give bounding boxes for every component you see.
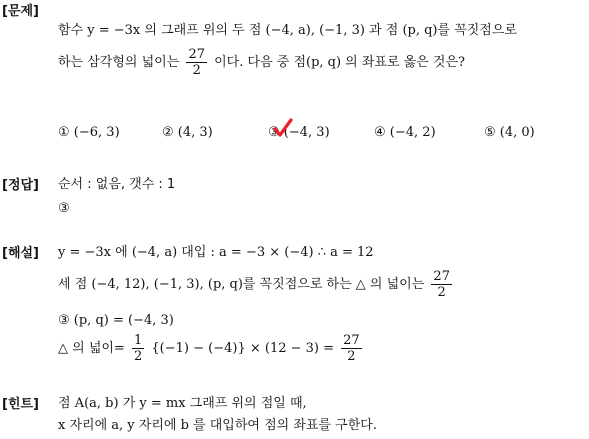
problem-fraction-numerator: 27 <box>188 47 205 62</box>
choice-4-mark: ④ <box>374 125 386 140</box>
explanation-line-3: ③ (p, q) = (−4, 3) <box>58 313 174 328</box>
problem-fraction-denominator: 2 <box>192 63 201 78</box>
explanation-line-2-numerator: 27 <box>433 269 450 284</box>
answer-label: [정답] <box>2 178 39 193</box>
choice-5-value: (4, 0) <box>499 125 535 140</box>
explanation-line-4-denominator-1: 2 <box>133 349 143 364</box>
explanation-line-1: y = −3x 에 (−4, a) 대입 : a = −3 × (−4) ∴ a = 12 <box>58 245 374 260</box>
choice-1-mark: ① <box>58 125 70 140</box>
red-checkmark-icon <box>272 117 294 139</box>
explanation-line-4-fraction-1 <box>132 333 144 364</box>
explanation-line-2-pre: 세 점 (−4, 12), (−1, 3), (p, q)를 꼭짓점으로 하는 △ 의 넓이는 <box>58 277 425 292</box>
explanation-label: [해설] <box>2 246 39 261</box>
problem-line-2-pre: 하는 삼각형의 넓이는 <box>58 55 180 70</box>
choice-5-mark: ⑤ <box>484 125 496 140</box>
hint-line-1: 점 A(a, b) 가 y = mx 그래프 위의 점일 때, <box>58 396 307 411</box>
choice-4[interactable] <box>374 124 436 142</box>
choice-2-value: (4, 3) <box>177 125 213 140</box>
explanation-line-2-fraction <box>431 269 452 300</box>
choice-2[interactable] <box>162 124 213 142</box>
problem-line-2-post: 이다. 다음 중 점(p, q) 의 좌표로 옳은 것은? <box>214 55 466 70</box>
hint-line-2: x 자리에 a, y 자리에 b 를 대입하여 점의 좌표를 구한다. <box>58 418 377 433</box>
choice-3-value: (−4, 3) <box>283 125 330 140</box>
choice-3-mark: ③ <box>268 125 280 140</box>
choice-4-value: (−4, 2) <box>389 125 436 140</box>
hint-label: [힌트] <box>2 397 39 412</box>
problem-line-1: 함수 y = −3x 의 그래프 위의 두 점 (−4, a), (−1, 3) 과 점 (p, q)를 꼭짓점으로 <box>58 23 517 38</box>
choice-2-mark: ② <box>162 125 174 140</box>
explanation-line-4-pre: △ 의 넓이= <box>58 341 125 356</box>
problem-line-2 <box>58 46 465 80</box>
explanation-line-4-numerator-1: 1 <box>133 333 143 348</box>
explanation-line-4-mid: {(−1) − (−4)} × (12 − 3) = <box>151 341 335 356</box>
choice-1[interactable] <box>58 124 120 142</box>
explanation-line-4-denominator-2: 2 <box>347 349 356 364</box>
answer-line-2: ③ <box>58 201 70 216</box>
explanation-line-4-numerator-2: 27 <box>343 333 360 348</box>
choice-5[interactable] <box>484 124 535 142</box>
problem-label: [문제] <box>2 4 39 19</box>
explanation-line-4-fraction-2 <box>341 333 362 364</box>
explanation-line-4 <box>58 332 365 366</box>
explanation-line-2 <box>58 268 455 302</box>
problem-fraction <box>186 47 207 78</box>
explanation-line-2-denominator: 2 <box>437 285 446 300</box>
choice-1-value: (−6, 3) <box>73 125 120 140</box>
answer-line-1: 순서 : 없음, 갯수 : 1 <box>58 177 176 192</box>
